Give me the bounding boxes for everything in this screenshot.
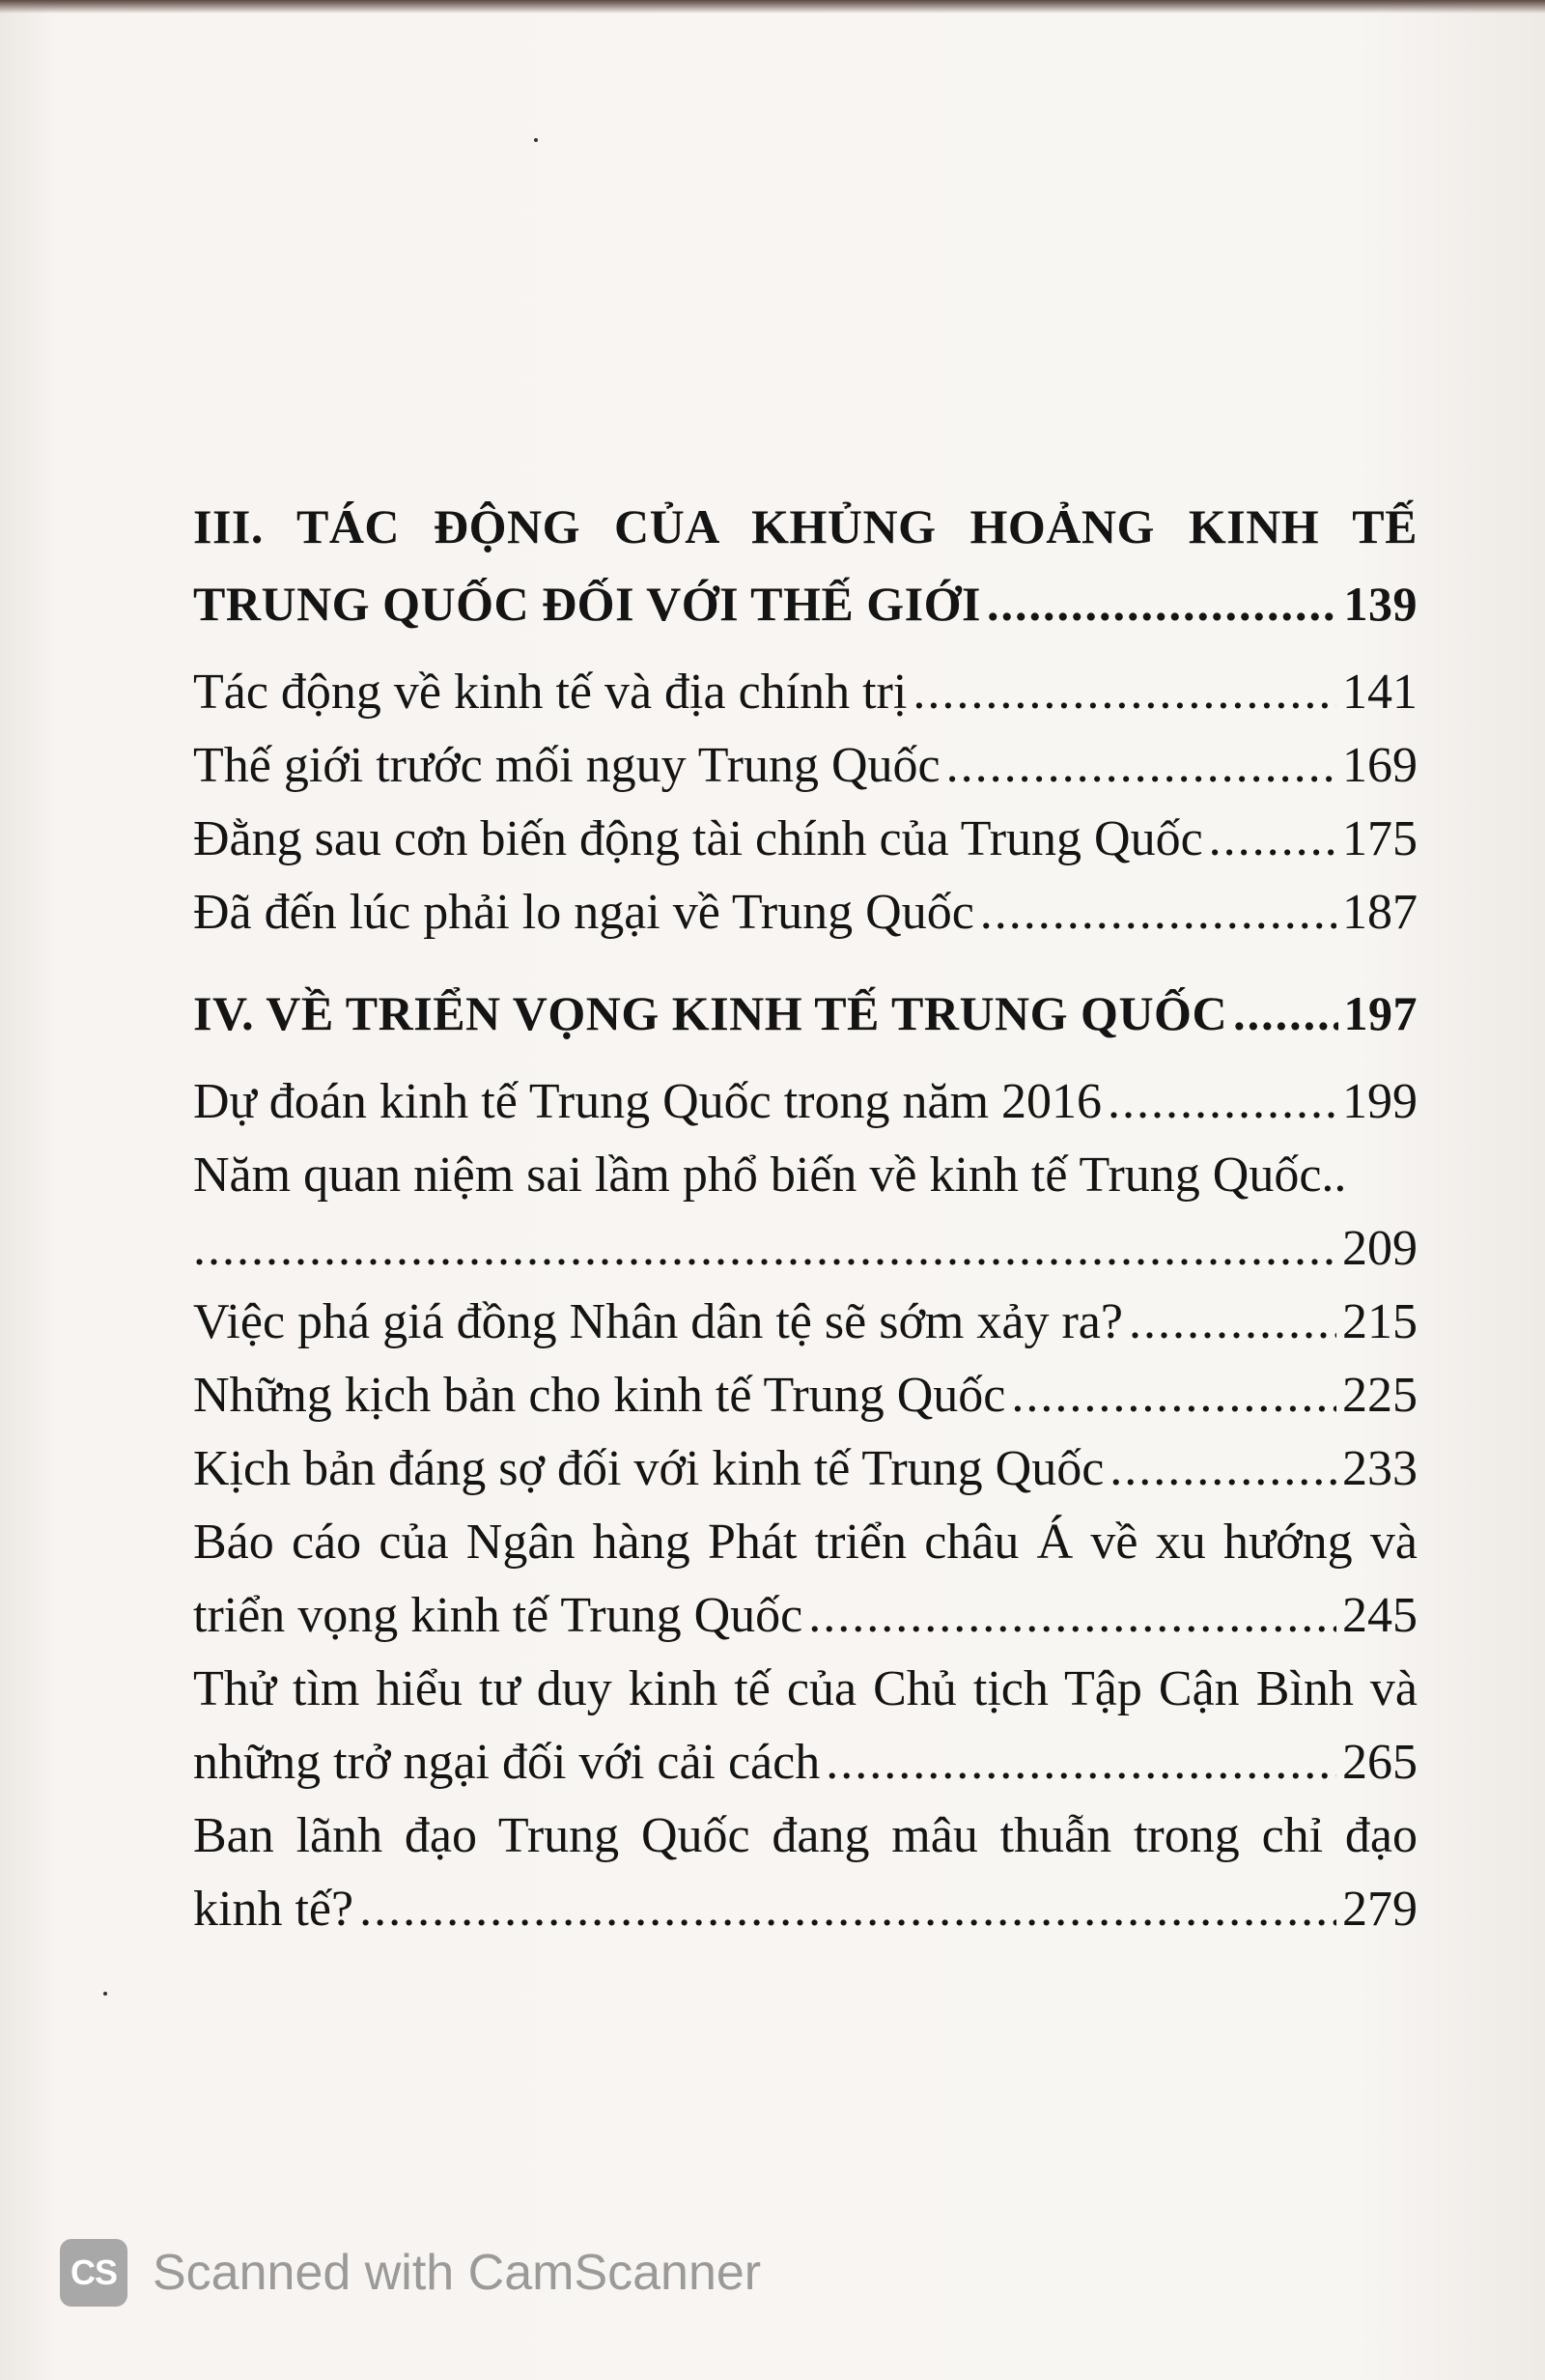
page-top-edge-shadow <box>0 0 1545 14</box>
dot-leader <box>1209 803 1336 876</box>
toc-entry-page: 245 <box>1342 1588 1418 1643</box>
section-iv-title <box>193 975 1418 1052</box>
dot-leader <box>1108 1065 1336 1139</box>
toc-entry <box>193 803 1418 876</box>
toc-entry-line1: Báo cáo của Ngân hàng Phát triển châu Á về xu hướng và <box>193 1515 1418 1570</box>
toc-entry-title: những trở ngại đối với cải cách <box>193 1735 821 1790</box>
toc-entry-title: Việc phá giá đồng Nhân dân tệ sẽ sớm xảy ra? <box>193 1294 1123 1349</box>
camscanner-watermark <box>60 2239 761 2307</box>
toc-entry-title: Đã đến lúc phải lo ngại về Trung Quốc <box>193 885 974 940</box>
dot-leader <box>1011 1359 1336 1432</box>
toc-entry-page: 141 <box>1342 665 1418 720</box>
dot-leader <box>826 1726 1336 1799</box>
toc-entry-title: Những kịch bản cho kinh tế Trung Quốc <box>193 1368 1006 1423</box>
toc-entry-page: 175 <box>1342 811 1418 866</box>
section-iii-title-text: TRUNG QUỐC ĐỐI VỚI THẾ GIỚI <box>193 577 981 631</box>
toc-entry <box>193 1065 1418 1139</box>
scan-speck <box>534 138 538 142</box>
toc-entry-line2 <box>193 1212 1418 1286</box>
toc-entry-title: Thế giới trước mối nguy Trung Quốc <box>193 738 941 793</box>
dot-leader <box>808 1579 1336 1653</box>
toc-entry-title: triển vọng kinh tế Trung Quốc <box>193 1588 803 1643</box>
watermark-text: Scanned with CamScanner <box>153 2245 762 2301</box>
toc-entry-page: 187 <box>1342 885 1418 940</box>
toc-entry-page: 199 <box>1342 1074 1418 1129</box>
toc-entry-title: Kịch bản đáng sợ đối với kinh tế Trung Quốc <box>193 1441 1105 1496</box>
toc-entry-line2 <box>193 1873 1418 1946</box>
toc-entry <box>193 656 1418 729</box>
section-iii-page: 139 <box>1343 577 1418 631</box>
dot-leader <box>1233 975 1337 1052</box>
dot-leader <box>1129 1286 1336 1359</box>
toc-entry <box>193 1432 1418 1506</box>
section-iv-title-text: IV. VỀ TRIỂN VỌNG KINH TẾ TRUNG QUỐC <box>193 986 1228 1040</box>
table-of-contents <box>193 488 1418 1946</box>
toc-entry <box>193 876 1418 949</box>
toc-entry-line1: Năm quan niệm sai lầm phổ biến về kinh tế Trung Quốc.. <box>193 1148 1347 1203</box>
toc-entry-line1: Ban lãnh đạo Trung Quốc đang mâu thuẫn trong chỉ đạo <box>193 1808 1418 1863</box>
toc-entry-title: Tác động về kinh tế và địa chính trị <box>193 665 908 720</box>
toc-entry-line1: Thử tìm hiểu tư duy kinh tế của Chủ tịch Tập Cận Bình và <box>193 1661 1418 1716</box>
section-iii-title-line1: III. TÁC ĐỘNG CỦA KHỦNG HOẢNG KINH TẾ <box>193 499 1418 553</box>
toc-entry-title: Dự đoán kinh tế Trung Quốc trong năm 2016 <box>193 1074 1103 1129</box>
dot-leader <box>987 565 1338 642</box>
toc-entry-title: kinh tế? <box>193 1882 354 1937</box>
toc-entry-page: 279 <box>1342 1882 1418 1937</box>
toc-entry-page: 233 <box>1342 1441 1418 1496</box>
toc-entry-title: Đằng sau cơn biến động tài chính của Trung Quốc <box>193 811 1203 866</box>
dot-leader <box>946 729 1336 803</box>
scan-speck <box>103 1992 107 1996</box>
toc-entry-page: 169 <box>1342 738 1418 793</box>
camscanner-logo-icon: CS <box>60 2239 127 2307</box>
dot-leader <box>193 1212 1336 1286</box>
toc-entry-page: 265 <box>1342 1735 1418 1790</box>
toc-entry-page: 209 <box>1342 1221 1418 1276</box>
dot-leader <box>980 876 1336 949</box>
toc-entry <box>193 1359 1418 1432</box>
section-iii-title-line2 <box>193 565 1418 642</box>
dot-leader <box>1110 1432 1336 1506</box>
toc-entry <box>193 729 1418 803</box>
dot-leader <box>913 656 1336 729</box>
toc-entry-line2 <box>193 1579 1418 1653</box>
section-iv-page: 197 <box>1343 986 1418 1040</box>
dot-leader <box>359 1873 1336 1946</box>
toc-entry-page: 215 <box>1342 1294 1418 1349</box>
toc-entry-page: 225 <box>1342 1368 1418 1423</box>
toc-entry-line2 <box>193 1726 1418 1799</box>
toc-entry <box>193 1286 1418 1359</box>
